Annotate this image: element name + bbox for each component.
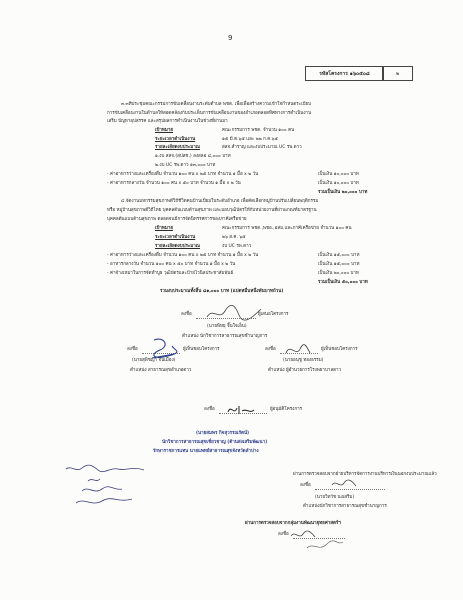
review-right-signature-icon — [330, 477, 358, 491]
approver-left-position: ตำแหน่ง สาธารณสุขอำเภอดาว — [130, 368, 192, 373]
final-approver-role: ผู้อนุมัติโครงการ — [270, 407, 303, 412]
project-page-box — [382, 66, 413, 81]
section3-period-value: ๑๕ มี.ค.๖๕ และ ๒๒ ก.ค.๖๕ — [222, 137, 278, 142]
section3-budget-label: รายละเอียดงบประมาณ — [155, 145, 200, 150]
handwritten-notes-icon — [62, 463, 152, 513]
section4-cost-line: - ค่าอาหารว่างและเครื่องดื่ม จำนวน ๑๐๐ คน x ๒๕ บาท จำนวน ๑ มื้อ x ๒ วัน — [107, 253, 259, 258]
approver-left-name: (นายสุพิชญา จินเมือง) — [132, 358, 176, 363]
section4-cost-line: - อาหารกลางวัน จำนวน ๑๐๐ คน x ๕๐ บาท จำนวน ๑ มื้อ x ๒ วัน — [107, 262, 236, 267]
final-approver-signature-icon — [226, 402, 256, 418]
review-bottom-signature-icon — [287, 528, 347, 554]
approver-right-position: ตำแหน่ง ผู้อำนวยการโรงพยาบาลดาว — [268, 368, 342, 373]
approver-right-sign-prefix: ลงชื่อ — [265, 347, 276, 352]
proposer-signature-icon — [205, 303, 265, 323]
section4-target-label: เป้าหมาย — [155, 226, 174, 231]
section3-total: รวมเป็นเงิน ๒๐,๐๐๐ บาท — [318, 190, 368, 195]
section4-total: รวมเป็นเงิน ๕๐,๐๐๐ บาท — [318, 280, 368, 285]
section3-cost-line: - ค่าอาหารว่างและเครื่องดื่ม จำนวน ๑๐๐ คน x ๒๕ บาท จำนวน ๑ มื้อ x ๒ วัน — [107, 172, 259, 177]
review-right-line1: ผ่านการตรวจสอบจากฝ่ายบริหารจัดการงานบริหารเงินนอกงบประมาณแล้ว — [293, 472, 437, 477]
review-right-position: ตำแหน่งนักวิชาการสาธารณสุขชำนาญการ — [303, 504, 387, 509]
section4-intro-line1: ๔.จัดงานมหกรรมสุขภาพดีวิถีชีวิตคนบ้านเปี่ยมในระดับอำเภอ เพื่อคัดเลือกหมู่บ้านปรับเปลี่ยนพฤติกรรม — [121, 199, 319, 204]
review-bottom-sign-prefix: ลงชื่อ — [278, 532, 289, 537]
section4-cost-line: - ค่าจ้างเหมาในการจัดทำบูธ วุฒิบัตรและป้ายไวนิลประชาสัมพันธ์ — [107, 271, 234, 276]
stamp-title: นักวิชาการสาธารณสุขเชี่ยวชาญ (ด้านส่งเสริมพัฒนา) — [162, 440, 268, 445]
final-approver-sign-prefix: ลงชื่อ — [204, 407, 215, 412]
project-page-label: ๒ — [395, 70, 400, 77]
stamp-name: (นายสมพร กิจสุวรรณรัตน์) — [196, 431, 250, 436]
section4-target-value: คณะกรรมการ พชต.,พชอ.,อสม.และภาคีเครือข่าย จำนวน ๑๐๐ คน — [222, 226, 352, 231]
section4-cost-amount: เป็นเงิน ๑๕,๐๐๐ บาท — [318, 262, 360, 267]
section3-budget-item: ๑.งบ สสจ.(สปสช.) ลงสลอ ๔,๐๐๐ บาท — [155, 154, 231, 159]
section4-intro-line3: บุคคลต้นแบบด้านสุขภาพ ตลอดจนมีการจัดนิทรรศการของภาคีเครือข่าย — [107, 217, 247, 222]
review-bottom-line1: ผ่านการตรวจสอบจากกลุ่มงานพัฒนายุทธศาสตร์ฯ — [245, 521, 341, 526]
section4-budget-value: งบ UC รพ.ดาว — [222, 244, 252, 249]
review-right-name: (นายวิทวัช นงเสริม) — [315, 495, 355, 500]
proposer-name: (นายพิทยุ จิ๊นใจเอ็น) — [207, 324, 247, 329]
proposer-sign-prefix: ลงชื่อ — [181, 312, 192, 317]
section4-intro-line2: หรือ หมู่บ้านสุขภาพดีวิถีไทย บุคคลต้นแบบด้านสุขภาพ และมอบวุฒิบัตรให้กับหน่วยงานที่ผ่านเกณฑ์มาตรฐาน — [107, 208, 317, 213]
project-code-box — [305, 66, 384, 81]
section3-period-label: ระยะเวลาดำเนินงาน — [155, 137, 196, 142]
section3-target-label: เป้าหมาย — [155, 128, 174, 133]
approver-left-role: ผู้เห็นชอบโครงการ — [183, 347, 220, 352]
section4-period-label: ระยะเวลาดำเนินงาน — [155, 235, 196, 240]
section3-cost-amount: เป็นเงิน ๑๐,๐๐๐ บาท — [318, 172, 359, 177]
page-number: 9 — [228, 34, 233, 42]
stamp-acting: รักษาราชการแทน นายแพทย์สาธารณสุขจังหวัดลำปาง — [153, 449, 259, 454]
section4-period-value: ๒๖ ส.ค. ๖๕ — [222, 235, 246, 240]
approver-right-name: (นายอนุชู ทองธรรม) — [283, 358, 324, 363]
section4-cost-amount: เป็นเงิน ๒๐,๐๐๐ บาท — [318, 271, 359, 276]
approver-right-role: ผู้เห็นชอบโครงการ — [321, 347, 358, 352]
project-code-label: รหัสโครงการ ๑๖๐๕๐๘ — [319, 70, 370, 77]
proposer-role: ผู้เสนอโครงการ — [258, 312, 289, 317]
section3-cost-amount: เป็นเงิน ๑๐,๐๐๐ บาท — [318, 181, 359, 186]
proposer-position: ตำแหน่ง นักวิชาการสาธารณสุขชำนาญการ — [182, 334, 268, 339]
section3-budget-value: สสจ.สำราญ และงบประมาณ UC รพ.ดาว — [222, 145, 302, 150]
section3-target-value: คณะกรรมการ พชต. จำนวน ๑๐๐ คน — [222, 128, 295, 133]
section3-intro-line3: เสริม ปัญหาอุปสรรค และสรุปผลการดำเนินงานในช่วงที่ผ่านมา — [107, 119, 228, 124]
section3-intro-line1: ๓.๓ทีประชุมคณะกรรมการขับเคลื่อนงานระดับตำบล พชต. เพื่อเพื่อสร้างความเข้าใจกำหนดระเบียบ — [121, 102, 312, 107]
section4-cost-amount: เป็นเงิน ๑๕,๐๐๐ บาท — [318, 253, 360, 258]
section3-cost-line: - ค่าอาหารกลางวัน จำนวน ๑๐๐ คน x ๕๐ บาท จำนวน ๑ มื้อ x ๒ วัน — [107, 181, 241, 186]
section4-budget-label: รายละเอียดงบประมาณ — [155, 244, 200, 249]
approver-left-sign-prefix: ลงชื่อ — [127, 347, 138, 352]
section3-intro-line2: การขับเคลื่อนงานในตำบลให้สอดคล้องกับประเด็นการขับเคลื่อนงานของอำเภอตลอดทิศทางการดำเนินงาน — [107, 111, 312, 116]
section3-budget-item: ๒.งบ UC รพ.ดาว ๑๓,๐๐๐ บาท — [155, 163, 216, 168]
grand-total: รวมงบประมาณทั้งสิ้น ๘๑,๐๐๐ บาท (แปดหมื่นหนึ่งพันบาทถ้วน) — [160, 289, 284, 294]
review-right-sign-prefix: ลงชื่อ — [300, 483, 311, 488]
